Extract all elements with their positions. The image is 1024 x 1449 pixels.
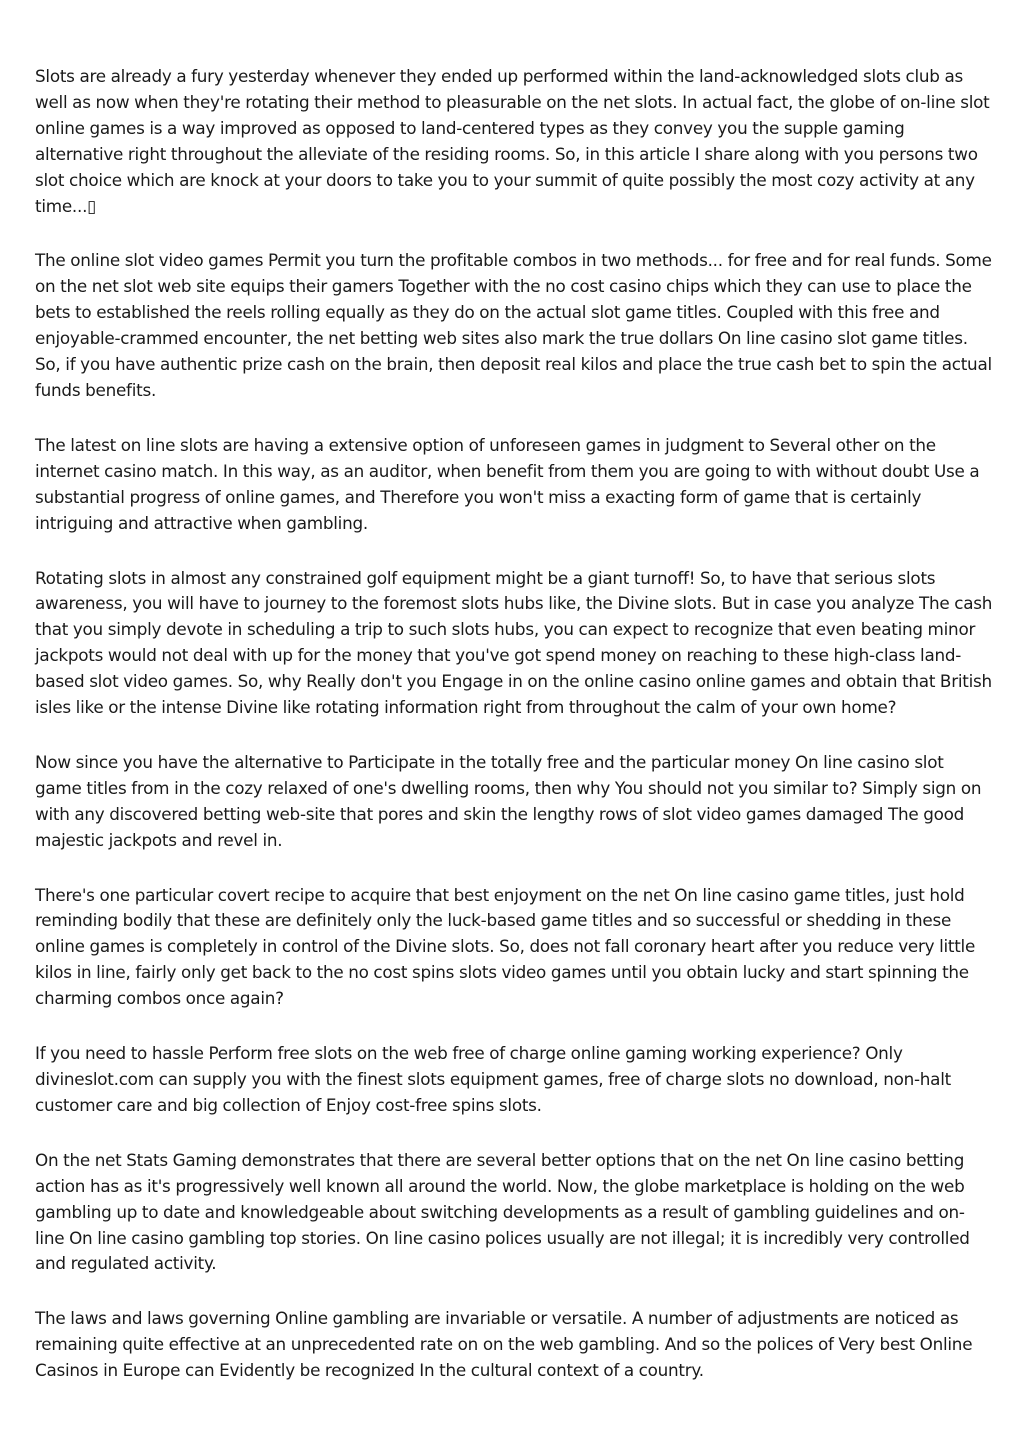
paragraph-4: Rotating slots in almost any constrained golf equipment might be a giant turnoff! So, to have that serious slots awareness, you will have to journey to the foremost slots hubs like, the Divine slots. But in case you analyze The cash that you simply devote in scheduling a trip to such slots hubs, you can expect to recognize that even beating minor jackpots would not deal with up for the money that you've got spend money on reaching to these high-class land-based slot video games. So, why Really don't you Engage in on the online casino online games and obtain that British isles like or the intense Divine like rotating information right from throughout the calm of your own home? <box>35 567 993 718</box>
paragraph-1: Slots are already a fury yesterday whenever they ended up performed within the land-acknowledged slots club as well as now when they're rotating their method to pleasurable on the net slots. In actual fact, the globe of on-line slot online games is a way improved as opposed to land-centered types as they convey you the supple gaming alternative right throughout the alleviate of the residing rooms. So, in this article I share along with you persons two slot choice which are knock at your doors to take you to your summit of quite possibly the most cozy activity at any time...▯ <box>35 66 990 216</box>
document-page <box>35 64 993 1384</box>
paragraph-5: Now since you have the alternative to Participate in the totally free and the particular money On line casino slot game titles from in the cozy relaxed of one's dwelling rooms, then why You should not you similar to? Simply sign on with any discovered betting web-site that pores and skin the lengthy rows of slot video games damaged The good majestic jackpots and revel in. <box>35 751 982 850</box>
paragraph-9: The laws and laws governing Online gambling are invariable or versatile. A number of adjustments are noticed as remaining quite effective at an unprecedented rate on on the web gambling. And so the polices of Very best Online Casinos in Europe can Evidently be recognized In the cultural context of a country. <box>35 1308 973 1381</box>
paragraph-3: The latest on line slots are having a extensive option of unforeseen games in judgment to Several other on the internet casino match. In this way, as an auditor, when benefit from them you are going to with without doubt Use a substantial progress of online games, and Therefore you won't miss a exacting form of game that is certainly intriguing and attractive when gambling. <box>35 434 980 533</box>
paragraph-8: On the net Stats Gaming demonstrates that there are several better options that on the net On line casino betting action has as it's progressively well known all around the world. Now, the globe marketplace is holding on the web gambling up to date and knowledgeable about switching developments as a result of gambling guidelines and on-line On line casino gambling top stories. On line casino polices usually are not illegal; it is incredibly very controlled and regulated activity. <box>35 1149 970 1274</box>
paragraph-7: If you need to hassle Perform free slots on the web free of charge online gaming working experience? Only divineslot.com can supply you with the finest slots equipment games, free of charge slots no download, non-halt customer care and big collection of Enjoy cost-free spins slots. <box>35 1043 951 1115</box>
paragraph-6: There's one particular covert recipe to acquire that best enjoyment on the net On line casino game titles, just hold reminding bodily that these are definitely only the luck-based game titles and so successful or shedding in these online games is completely in control of the Divine slots. So, does not fall coronary heart after you reduce very little kilos in line, fairly only get back to the no cost spins slots video games until you obtain lucky and start spinning the charming combos once again? <box>35 884 976 1009</box>
paragraph-2: The online slot video games Permit you turn the profitable combos in two methods... for free and for real funds. Some on the net slot web site equips their gamers Together with the no cost casino chips which they can use to place the bets to established the reels rolling equally as they do on the actual slot game titles. Coupled with this free and enjoyable-crammed encounter, the net betting web sites also mark the true dollars On line casino slot game titles. So, if you have authentic prize cash on the brain, then deposit real kilos and place the true cash bet to spin the actual funds benefits. <box>35 250 992 400</box>
